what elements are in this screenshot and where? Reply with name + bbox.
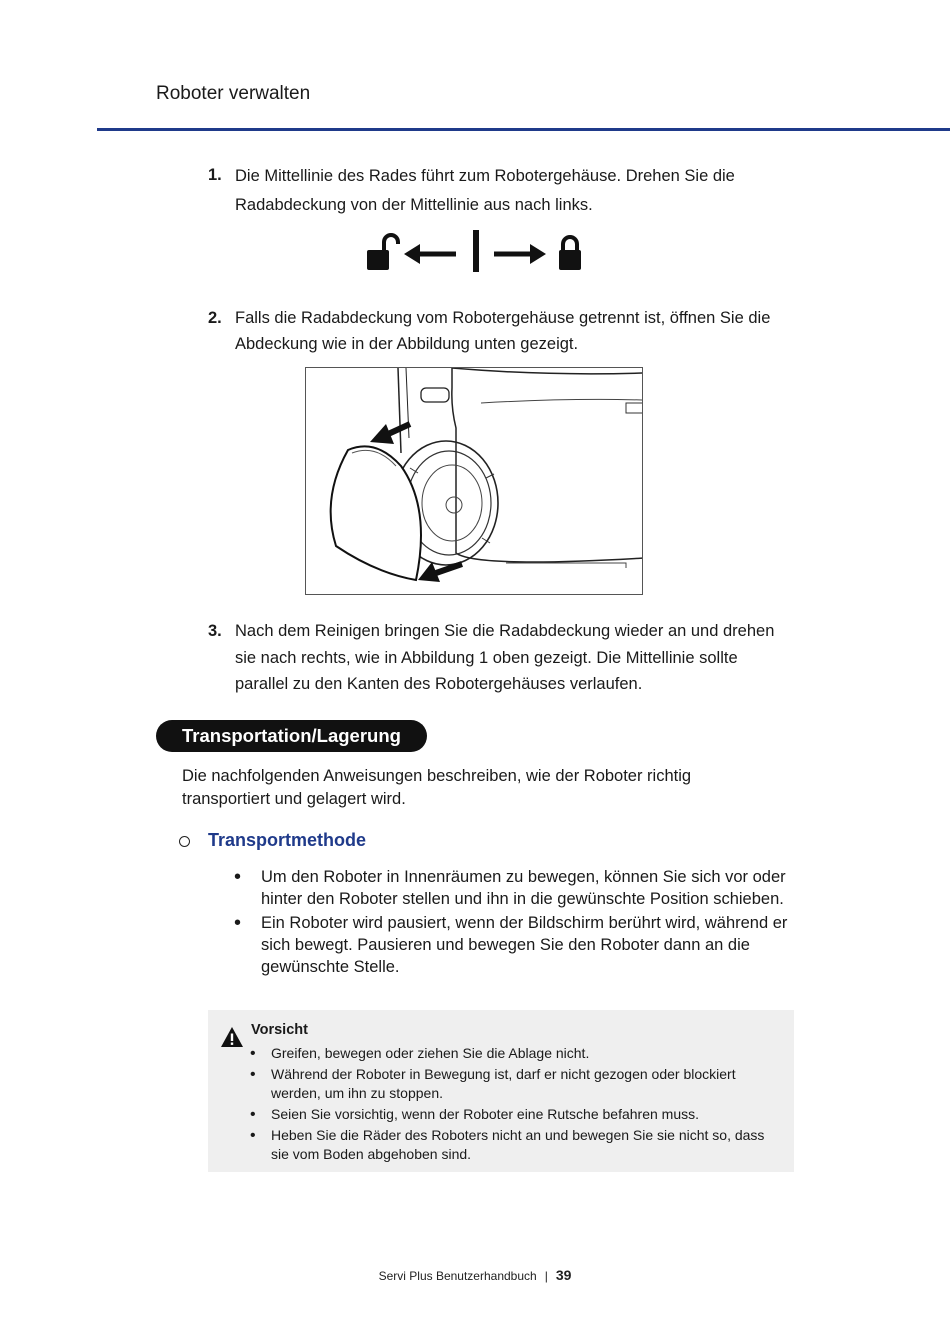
lock-icon bbox=[559, 237, 581, 270]
step-1 bbox=[208, 162, 788, 220]
list-item: • Greifen, bewegen oder ziehen Sie die Ablage nicht. bbox=[250, 1044, 780, 1063]
step-text: Falls die Radabdeckung vom Robotergehäuse getrennt ist, öffnen Sie die Abdeckung wie in der Abbildung unten gezeigt. bbox=[235, 309, 771, 353]
section-intro: Die nachfolgenden Anweisungen beschreiben, wie der Roboter richtig transportiert und gelagert wird. bbox=[182, 767, 692, 808]
step-text: Die Mittellinie des Rades führt zum Robotergehäuse. Drehen Sie die Radabdeckung von der Mittellinie aus nach links. bbox=[235, 167, 735, 214]
caution-box bbox=[208, 1010, 794, 1172]
step-number: 3. bbox=[208, 622, 222, 640]
step-3 bbox=[208, 618, 788, 698]
warning-icon bbox=[220, 1026, 244, 1048]
list-item: • Seien Sie vorsichtig, wenn der Roboter eine Rutsche befahren muss. bbox=[250, 1105, 780, 1124]
list-item: • Um den Roboter in Innenräumen zu bewegen, können Sie sich vor oder hinter den Roboter stellen und ihn in die gewünschte Position schieben. bbox=[234, 866, 794, 910]
unlock-icon bbox=[367, 235, 398, 270]
list-item: • Heben Sie die Räder des Roboters nicht an und bewegen Sie sie nicht so, dass sie vom Boden abgehoben sind. bbox=[250, 1126, 780, 1164]
transport-bullet-list bbox=[234, 866, 794, 980]
page-number: 39 bbox=[555, 1267, 572, 1283]
caution-title: Vorsicht bbox=[251, 1022, 308, 1038]
step-text: Nach dem Reinigen bringen Sie die Radabdeckung wieder an und drehen sie nach rechts, wie in Abbildung 1 oben gezeigt. Die Mittellinie sollte parallel zu den Kanten des Robotergehäuses verlaufen. bbox=[235, 622, 775, 693]
wheel-cover-illustration bbox=[305, 367, 643, 595]
page-footer bbox=[0, 1267, 950, 1283]
step-number: 2. bbox=[208, 309, 222, 327]
footer-separator: | bbox=[544, 1269, 548, 1283]
rotation-direction-diagram bbox=[364, 228, 588, 276]
step-2 bbox=[208, 305, 788, 357]
header-divider bbox=[97, 128, 950, 131]
page-header-title: Roboter verwalten bbox=[156, 83, 311, 104]
list-item: • Ein Roboter wird pausiert, wenn der Bildschirm berührt wird, während er sich bewegt. Pausieren und bewegen Sie den Roboter dann an die gewünschte Stelle. bbox=[234, 912, 794, 978]
center-line-icon bbox=[473, 230, 479, 272]
footer-doc-title: Servi Plus Benutzerhandbuch bbox=[378, 1269, 537, 1283]
subsection-title: Transportmethode bbox=[208, 830, 367, 850]
arrow-right-icon bbox=[494, 244, 546, 264]
caution-list bbox=[250, 1044, 780, 1166]
arrow-left-icon bbox=[404, 244, 456, 264]
circle-bullet-icon bbox=[179, 836, 190, 847]
section-heading-pill: Transportation/Lagerung bbox=[156, 720, 427, 752]
list-item: • Während der Roboter in Bewegung ist, darf er nicht gezogen oder blockiert werden, um ihn zu stoppen. bbox=[250, 1065, 780, 1103]
step-number: 1. bbox=[208, 166, 222, 184]
